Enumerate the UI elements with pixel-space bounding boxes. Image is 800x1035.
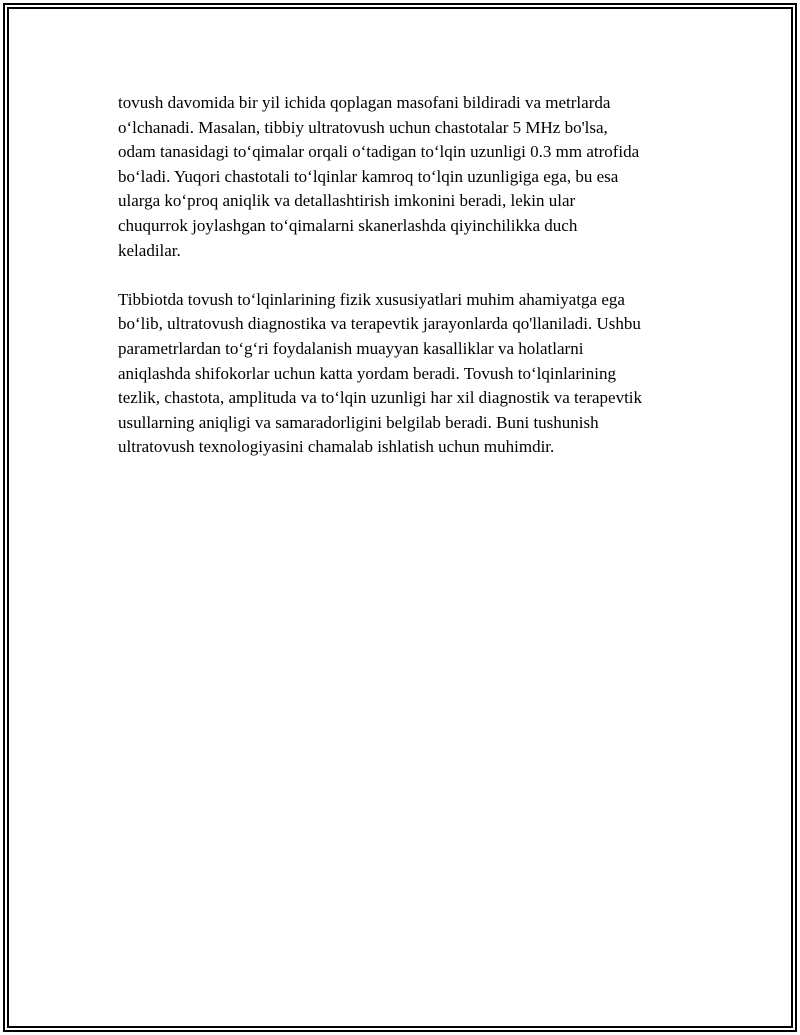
- paragraph: tovush davomida bir yil ichida qoplagan masofani bildiradi va metrlarda o‘lchanadi. Masalan, tibbiy ultratovush uchun chastotalar 5 MHz bo'lsa, odam tanasidagi to‘qimalar orqali o‘tadigan to‘lqin uzunligi 0.3 mm atrofida bo‘ladi. Yuqori chastotali to‘lqinlar kamroq to‘lqin uzunligiga ega, bu esa ularga ko‘proq aniqlik va detallashtirish imkonini beradi, lekin ular chuqurrok joylashgan to‘qimalarni skanerlashda qiyinchilikka duch keladilar.: [118, 93, 640, 260]
- document-body: [118, 91, 690, 460]
- paragraph: Tibbiotda tovush to‘lqinlarining fizik xususiyatlari muhim ahamiyatga ega bo‘lib, ultratovush diagnostika va terapevtik jarayonlarda qo'llaniladi. Ushbu parametrlardan to‘g‘ri foydalanish muayyan kasalliklar va holatlarni aniqlashda shifokorlar uchun katta yordam beradi. Tovush to‘lqinlarining tezlik, chastota, amplituda va to‘lqin uzunligi har xil diagnostik va terapevtik usullarning aniqligi va samaradorligini belgilab beradi. Buni tushunish ultratovush texnologiyasini chamalab ishlatish uchun muhimdir.: [118, 289, 643, 457]
